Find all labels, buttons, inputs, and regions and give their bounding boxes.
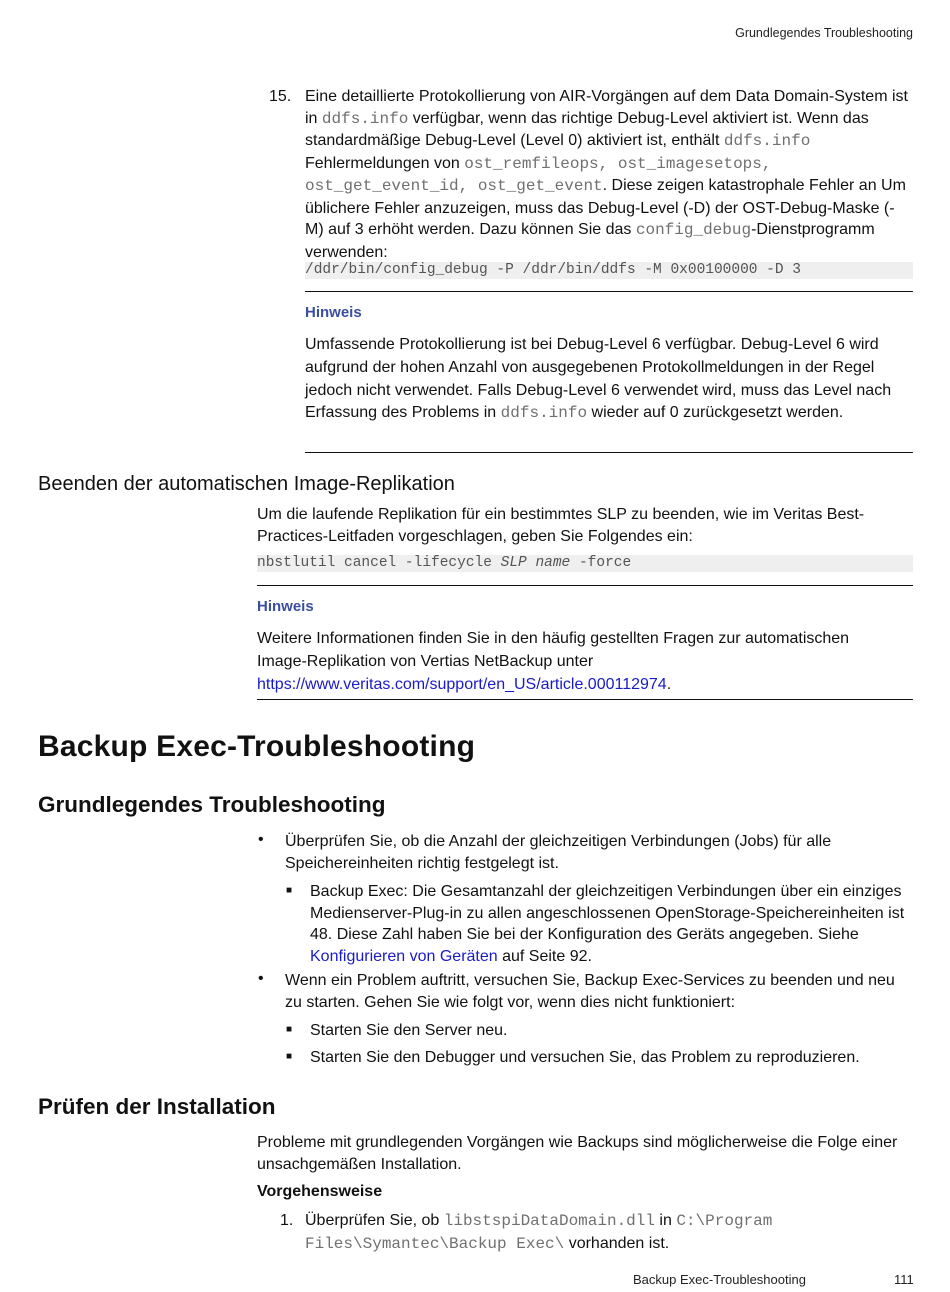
note-rule-bottom	[305, 452, 913, 453]
section-heading: Beenden der automatischen Image-Replikation	[38, 473, 455, 495]
code-config-debug: config_debug	[635, 221, 752, 239]
step-text: Überprüfen Sie, ob libstspiDataDomain.dll in C:\Program Files\Symantec\Backup Exec\ vorhanden ist.	[305, 1212, 773, 1253]
code-ddfs-info: ddfs.info	[321, 109, 409, 128]
section-heading: Grundlegendes Troubleshooting	[38, 792, 386, 817]
veritas-support-link[interactable]: https://www.veritas.com/support/en_US/article.000112974	[257, 675, 667, 693]
note-title: Hinweis	[257, 598, 314, 615]
bullet-item: Wenn ein Problem auftritt, versuchen Sie, Backup Exec-Services zu beenden und neu zu starten. Gehen Sie wie folgt vor, wenn dies nicht funktioniert:	[285, 972, 895, 1011]
step-15-text: Eine detaillierte Protokollierung von AIR-Vorgängen auf dem Data Domain-System ist in ddfs.info verfügbar, wenn das richtige Debug-Level aktiviert ist. Wenn das standardmäßige Debug-Level (Level 0) aktiviert ist, enthält ddfs.info Fehlermeldungen von ost_remfileops, ost_imagesetops, ost_get_event_id, ost_get_event. Diese zeigen katastrophale Fehler an Um üblichere Fehler anzuzeigen, muss das Debug-Level (-D) der OST-Debug-Maske (-M) auf 3 erhöht werden. Dazu können Sie das config_debug-Dienstprogramm verwenden:	[305, 88, 908, 261]
bullet-icon: •	[258, 831, 264, 848]
footer-title: Backup Exec-Troubleshooting	[633, 1272, 806, 1287]
code-ost-functions: ost_remfileops, ost_imagesetops, ost_get_event_id, ost_get_event	[305, 154, 772, 195]
section-intro: Probleme mit grundlegenden Vorgängen wie Backups sind möglicherweise die Folge einer unsachgemäßen Installation.	[257, 1134, 898, 1173]
config-debug-command: /ddr/bin/config_debug -P /ddr/bin/ddfs -M 0x00100000 -D 3	[305, 262, 913, 279]
configure-devices-link[interactable]: Konfigurieren von Geräten	[310, 947, 498, 965]
code-dll-name: libstspiDataDomain.dll	[443, 1212, 655, 1230]
nbstlutil-command: nbstlutil cancel -lifecycle SLP name -force	[257, 555, 913, 572]
note-text: Umfassende Protokollierung ist bei Debug-Level 6 verfügbar. Debug-Level 6 wird aufgrund der hohen Anzahl von ausgegebenen Protokollmeldungen in der Regel jedoch nicht verwendet. Falls Debug-Level 6 verwendet wird, muss das Level nach Erfassung des Problems in ddfs.info wieder auf 0 zurückgesetzt werden.	[305, 336, 892, 423]
note-text: Weitere Informationen finden Sie in den häufig gestellten Fragen zur automatischen Image-Replikation von Vertias NetBackup unter https://www.veritas.com/support/en_US/article.000112974.	[257, 630, 850, 693]
sub-bullet-item: Starten Sie den Server neu.	[310, 1022, 508, 1039]
running-header: Grundlegendes Troubleshooting	[735, 26, 913, 40]
note-rule-bottom	[257, 699, 913, 700]
sub-bullet-item: Backup Exec: Die Gesamtanzahl der gleichzeitigen Verbindungen über ein einziges Medienserver-Plug-in zu allen angeschlossenen OpenStorage-Speichereinheiten ist 48. Diese Zahl haben Sie bei der Konfiguration des Geräts angegeben. Siehe Konfigurieren von Geräten auf Seite 92.	[310, 883, 905, 965]
note-title: Hinweis	[305, 304, 362, 321]
code-install-path: C:\Program Files\Symantec\Backup Exec\	[305, 1212, 773, 1253]
bullet-item: Überprüfen Sie, ob die Anzahl der gleichzeitigen Verbindungen (Jobs) für alle Speichereinheiten richtig festgelegt ist.	[285, 833, 832, 872]
chapter-title: Backup Exec-Troubleshooting	[38, 730, 476, 763]
note-rule-top	[305, 291, 913, 292]
procedure-label: Vorgehensweise	[257, 1183, 383, 1200]
square-bullet-icon: ■	[286, 1051, 293, 1062]
code-ddfs-info: ddfs.info	[723, 132, 811, 150]
sub-bullet-item: Starten Sie den Debugger und versuchen Sie, das Problem zu reproduzieren.	[310, 1049, 860, 1066]
section-intro: Um die laufende Replikation für ein bestimmtes SLP zu beenden, wie im Veritas Best-Practices-Leitfaden vorgeschlagen, geben Sie Folgendes ein:	[257, 506, 865, 545]
note-rule-top	[257, 585, 913, 586]
section-heading: Prüfen der Installation	[38, 1094, 276, 1119]
square-bullet-icon: ■	[286, 1024, 293, 1035]
page-number: 111	[894, 1272, 914, 1287]
step-number: 1.	[280, 1212, 294, 1229]
square-bullet-icon: ■	[286, 885, 293, 896]
bullet-icon: •	[258, 970, 264, 987]
code-ddfs-info: ddfs.info	[500, 404, 588, 423]
step-number: 15.	[269, 88, 292, 105]
